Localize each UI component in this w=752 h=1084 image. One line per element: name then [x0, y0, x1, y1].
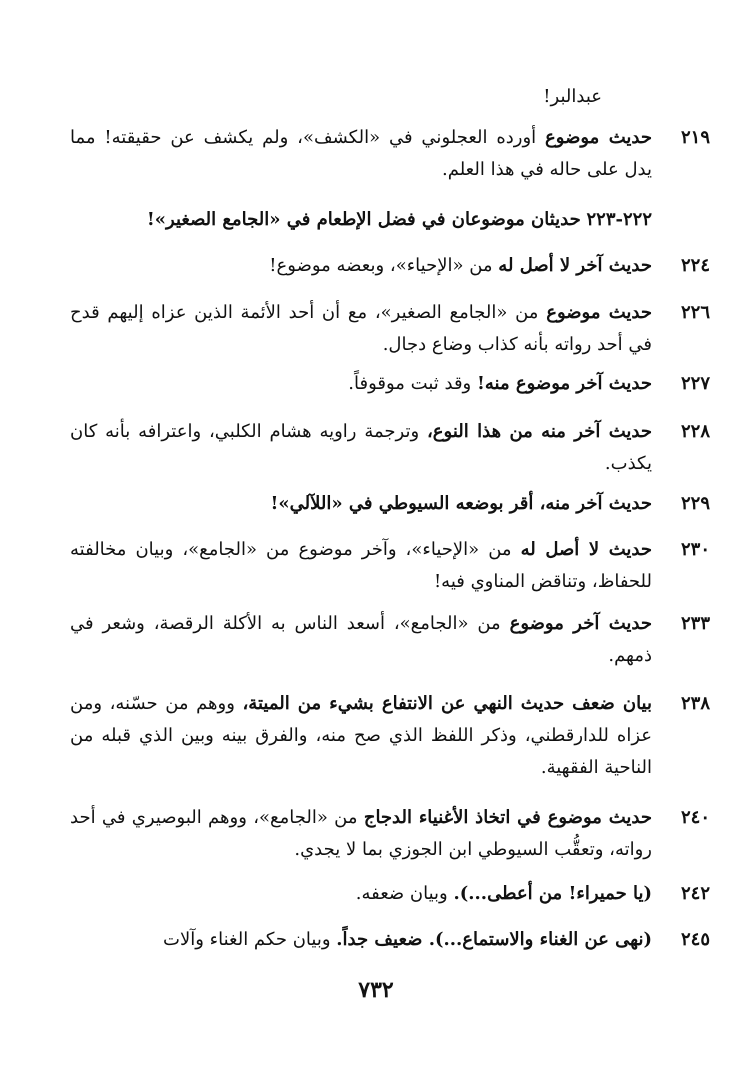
entry-number: ٢٢٦	[680, 302, 710, 323]
entry-number: ٢٤٠	[680, 807, 710, 828]
heading-text: حديثان موضوعان في فضل الإطعام في «الجامع الصغير»!	[146, 209, 581, 230]
entry-title: حديث آخر منه من هذا النوع،	[427, 421, 652, 442]
entry-228	[70, 416, 710, 480]
entry-title: حديث لا أصل له	[520, 539, 652, 560]
entry-text: وقد ثبت موقوفاً.	[348, 373, 472, 394]
entry-text: من «الجامع الصغير»، مع أن أحد الأئمة الذين عزاه إليهم قدح في أحد رواته بأنه كذاب وضاع دجال.	[70, 302, 652, 355]
entry-text: من «الجامع»، ووهم البوصيري في أحد رواته، وتعقُّب السيوطي ابن الجوزي بما لا يجدي.	[70, 807, 652, 860]
entry-number: ٢٤٢	[680, 883, 710, 904]
entry-230	[70, 534, 710, 598]
entry-219	[70, 122, 710, 186]
entry-242	[70, 878, 710, 910]
entry-text: وبيان ضعفه.	[355, 883, 448, 904]
entry-224	[70, 250, 710, 282]
entry-title: (نهى عن الغناء والاستماع...). ضعيف جداً.	[336, 929, 652, 950]
entry-title: حديث موضوع	[546, 302, 653, 323]
entry-number: ٢٢٩	[680, 493, 710, 514]
entry-title: بيان ضعف حديث النهي عن الانتفاع بشيء من الميتة،	[242, 693, 652, 714]
entry-text: من «الإحياء»، وآخر موضوع من «الجامع»، وبيان مخالفته للحفاظ، وتناقض المناوي فيه!	[70, 539, 652, 592]
entry-text: من «الإحياء»، وبعضه موضوع!	[269, 255, 493, 276]
entry-238	[70, 688, 710, 784]
entry-text: وبيان حكم الغناء وآلات	[163, 929, 331, 950]
entry-number: ٢٤٥	[680, 929, 710, 950]
entry-title: حديث آخر منه، أقر بوضعه السيوطي في «اللآلي»!	[270, 493, 652, 514]
entry-title: حديث آخر موضوع	[509, 613, 652, 634]
section-heading	[70, 204, 652, 236]
entry-245	[70, 924, 710, 956]
entry-233	[70, 608, 710, 672]
entry-title: حديث آخر لا أصل له	[498, 255, 652, 276]
entry-number: ٢٢٨	[680, 421, 710, 442]
heading-range: ٢٢٢-٢٢٣	[586, 209, 652, 230]
entry-title: حديث موضوع	[545, 127, 652, 148]
page-number: ٧٣٢	[358, 977, 394, 1003]
entry-text: ووهم من حسّنه، ومن عزاه للدارقطني، وذكر اللفظ الذي صح منه، والفرق بينه وبين الذي قبله من الناحية الفقهية.	[70, 693, 652, 778]
entry-title: حديث موضوع في اتخاذ الأغنياء الدجاج	[363, 807, 652, 828]
entry-number: ٢٣٨	[680, 693, 710, 714]
entry-title: (يا حميراء! من أعطى...).	[453, 883, 652, 904]
entry-text: وترجمة راويه هشام الكلبي، واعترافه بأنه كان يكذب.	[70, 421, 652, 474]
entry-text: أورده العجلوني في «الكشف»، ولم يكشف عن حقيقته! مما يدل على حاله في هذا العلم.	[70, 127, 652, 180]
entry-title: حديث آخر موضوع منه!	[476, 373, 652, 394]
continuation-text: عبدالبر!	[543, 86, 602, 107]
entry-227	[70, 368, 710, 400]
entry-text: من «الجامع»، أسعد الناس به الأكلة الرقصة، وشعر في ذمهم.	[70, 613, 652, 666]
entry-number: ٢٣٠	[680, 539, 710, 560]
entry-number: ٢١٩	[680, 127, 710, 148]
entry-number: ٢٣٣	[680, 613, 710, 634]
entry-number: ٢٢٧	[680, 373, 710, 394]
entry-number: ٢٢٤	[680, 255, 710, 276]
entry-226	[70, 297, 710, 361]
entry-229	[70, 488, 710, 520]
entry-240	[70, 802, 710, 866]
